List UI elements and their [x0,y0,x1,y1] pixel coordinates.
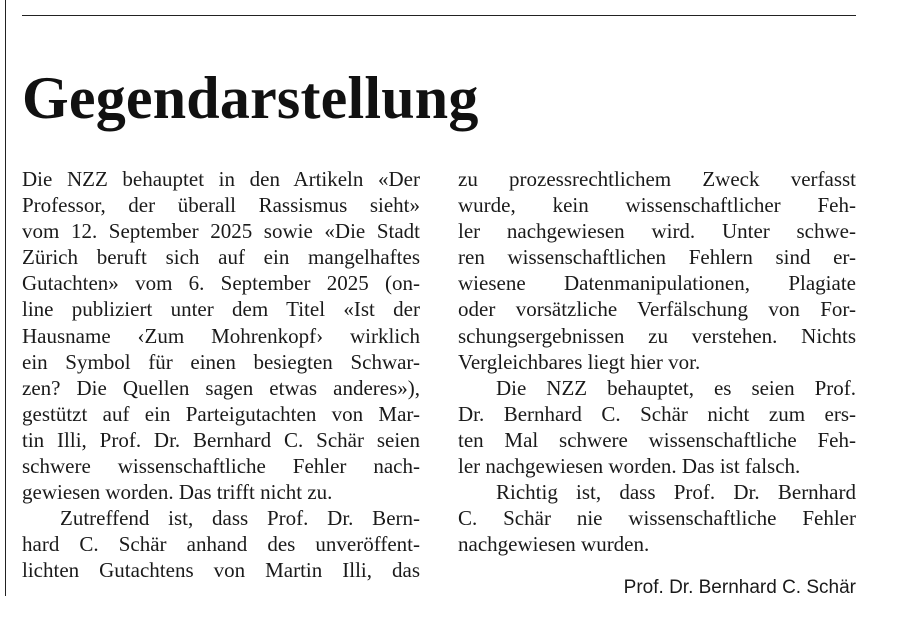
body-line: ler nachgewiesen worden. Das ist falsch. [458,454,801,479]
body-line: vom 12. September 2025 sowie «Die Stadt [22,219,420,244]
body-line: C. Schär nie wissenschaftliche Fehler [458,506,856,531]
column-divider-rule [5,0,6,596]
body-line: Die NZZ behauptet, es seien Prof. [496,375,856,400]
body-line: ten Mal schwere wissenschaftliche Feh- [458,427,856,452]
body-line: tin Illi, Prof. Dr. Bernhard C. Schär seien [22,427,420,452]
body-line: oder vorsätzliche Verfälschung von For- [458,297,856,322]
article-column-left [22,166,420,584]
body-line: gewiesen worden. Das trifft nicht zu. [22,480,333,505]
top-rule [22,15,856,16]
body-line: hard C. Schär anhand des unveröffent- [22,532,420,557]
body-line: ein Symbol für einen besiegten Schwar- [22,349,420,374]
author-signature: Prof. Dr. Bernhard C. Schär [623,577,856,598]
body-line: schungsergebnissen zu verstehen. Nichts [458,323,856,348]
body-line: lichten Gutachtens von Martin Illi, das [22,558,420,583]
body-line: wiesene Datenmanipulationen, Plagiate [458,271,856,296]
body-line: Die NZZ behauptet in den Artikeln «Der [22,167,420,191]
body-line: line publiziert unter dem Titel «Ist der [22,297,420,322]
body-line: Dr. Bernhard C. Schär nicht zum ers- [458,401,856,426]
article-headline: Gegendarstellung [22,65,479,131]
body-line: Zutreffend ist, dass Prof. Dr. Bern- [60,506,420,531]
body-line: Zürich beruft sich auf ein mangelhaftes [22,245,420,270]
body-line: gestützt auf ein Parteigutachten von Mar- [22,401,420,426]
body-line: nachgewiesen wurden. [458,532,650,557]
body-line: Gutachten» vom 6. September 2025 (on- [22,271,420,296]
body-line: zen? Die Quellen sagen etwas anderes»), [22,375,420,400]
body-line: wurde, kein wissenschaftlicher Feh- [458,193,856,218]
body-line: ler nachgewiesen wird. Unter schwe- [458,219,856,244]
body-line: Vergleichbares liegt hier vor. [458,349,701,374]
body-line: Professor, der überall Rassismus sieht» [22,193,420,218]
body-line: Hausname ‹Zum Mohrenkopf› wirklich [22,323,420,348]
body-line: schwere wissenschaftliche Fehler nach- [22,454,420,479]
body-line: ren wissenschaftlichen Fehlern sind er- [458,245,856,270]
body-line: Richtig ist, dass Prof. Dr. Bernhard [496,480,856,505]
article-column-right [458,166,856,557]
body-line: zu prozessrechtlichem Zweck verfasst [458,167,856,191]
